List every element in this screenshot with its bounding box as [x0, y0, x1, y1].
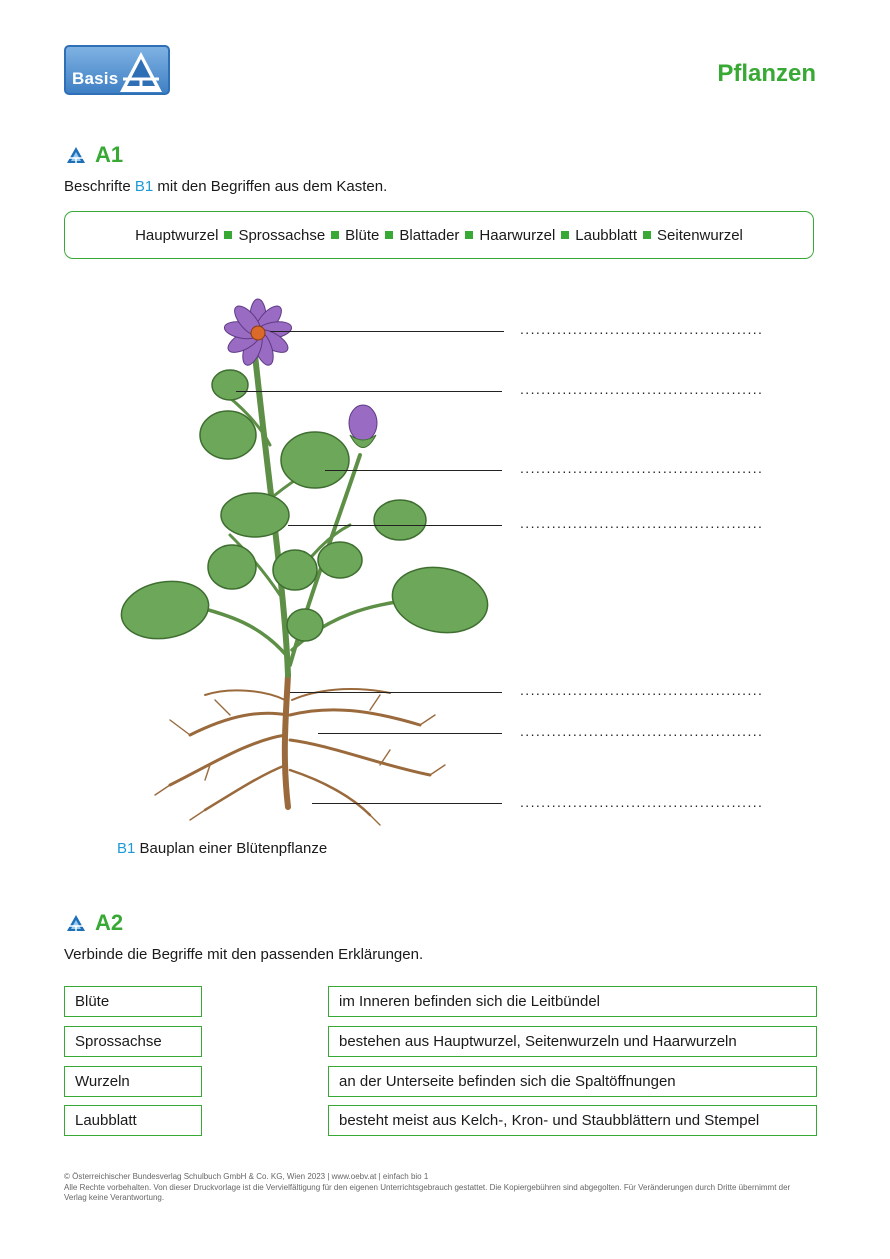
match-term[interactable]: Wurzeln [64, 1066, 202, 1097]
answer-line[interactable]: .............................................. [520, 724, 764, 738]
leader-line [318, 733, 502, 734]
task-label: A1 [95, 142, 124, 167]
pyramid-icon [118, 50, 164, 94]
footer-line: © Österreichischer Bundesverlag Schulbuch GmbH & Co. KG, Wien 2023 | www.oebv.at | einfach bio 1 [64, 1172, 429, 1181]
match-term[interactable]: Blüte [64, 986, 202, 1017]
separator-square-icon [465, 231, 473, 239]
leader-line [325, 470, 502, 471]
figure-caption [117, 840, 327, 857]
figure-ref: B1 [117, 840, 136, 857]
term-item: Haarwurzel [479, 226, 556, 244]
answer-line[interactable]: .............................................. [520, 795, 764, 809]
flower-bud [349, 405, 377, 448]
leader-line [236, 391, 502, 392]
basis-level-icon [66, 914, 86, 932]
page-title: Pflanzen [717, 60, 816, 87]
match-explanation[interactable]: an der Unterseite befinden sich die Spaltöffnungen [328, 1066, 817, 1097]
task-a1-instruction [64, 178, 387, 195]
match-explanation[interactable]: bestehen aus Hauptwurzel, Seitenwurzeln und Haarwurzeln [328, 1026, 817, 1057]
separator-square-icon [561, 231, 569, 239]
separator-square-icon [224, 231, 232, 239]
task-label: A2 [95, 910, 124, 935]
separator-square-icon [643, 231, 651, 239]
task-a2-heading [66, 910, 123, 936]
match-term[interactable]: Laubblatt [64, 1105, 202, 1136]
term-box [64, 211, 814, 259]
task-a2-instruction: Verbinde die Begriffe mit den passenden Erklärungen. [64, 946, 424, 963]
figure-ref: B1 [134, 178, 154, 195]
answer-line[interactable]: .............................................. [520, 322, 764, 336]
copyright-footer [64, 1172, 804, 1204]
instruction-text: Beschrifte [64, 178, 135, 195]
separator-square-icon [331, 231, 339, 239]
term-item: Hauptwurzel [135, 226, 219, 244]
leader-line [270, 331, 504, 332]
term-item: Blattader [399, 226, 460, 244]
answer-line[interactable]: .............................................. [520, 516, 764, 530]
logo-text: Basis [72, 69, 119, 88]
instruction-text: mit den Begriffen aus dem Kasten. [153, 178, 388, 195]
term-item: Sprossachse [238, 226, 326, 244]
footer-line: Alle Rechte vorbehalten. Von dieser Druckvorlage ist die Vervielfältigung für den eigenen Unterrichtsgebrauch gestattet. Die Kopiergebühren sind abgegolten. Für Veränderungen durch Dritte übernimmt der Verlag keine Verantwortung. [64, 1182, 791, 1202]
answer-line[interactable]: .............................................. [520, 461, 764, 475]
separator-square-icon [385, 231, 393, 239]
match-explanation[interactable]: im Inneren befinden sich die Leitbündel [328, 986, 817, 1017]
answer-line[interactable]: .............................................. [520, 382, 764, 396]
term-item: Seitenwurzel [657, 226, 743, 244]
match-term[interactable]: Sprossachse [64, 1026, 202, 1057]
plant-illustration [110, 295, 510, 835]
leader-line [312, 803, 502, 804]
basis-logo [64, 45, 170, 95]
answer-line[interactable]: .............................................. [520, 683, 764, 697]
leader-line [288, 525, 502, 526]
term-item: Laubblatt [575, 226, 638, 244]
basis-level-icon [66, 146, 86, 164]
match-explanation[interactable]: besteht meist aus Kelch-, Kron- und Staubblättern und Stempel [328, 1105, 817, 1136]
caption-text: Bauplan einer Blütenpflanze [135, 840, 328, 857]
term-item: Blüte [345, 226, 380, 244]
leaves [117, 370, 493, 645]
leader-line [290, 692, 502, 693]
task-a1-heading [66, 142, 123, 168]
